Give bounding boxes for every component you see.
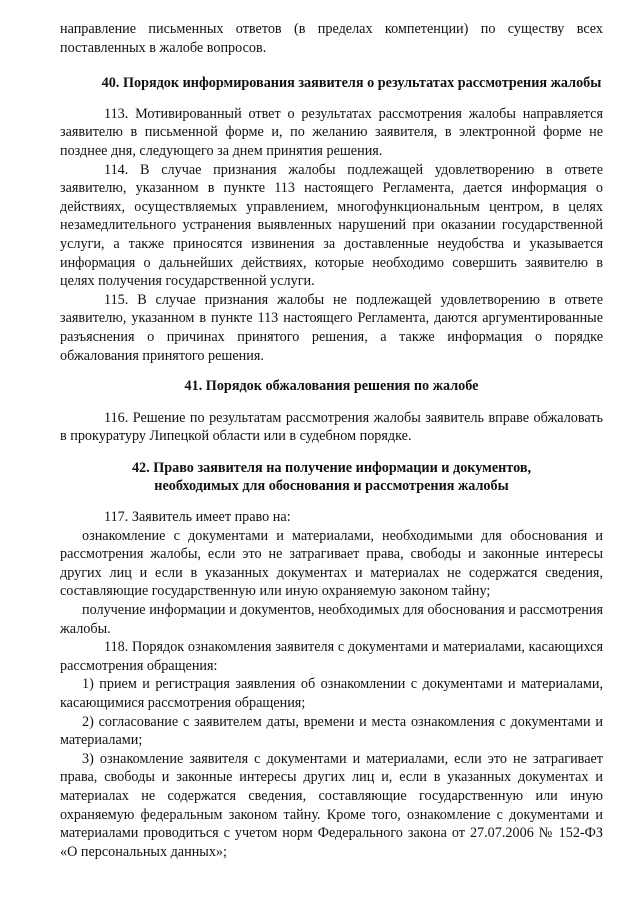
- paragraph-118: 118. Порядок ознакомления заявителя с документами и материалами, касающихся рассмотрения обращения:: [60, 639, 603, 674]
- paragraph-114: 114. В случае признания жалобы подлежащей удовлетворению в ответе заявителю, указанном в пункте 113 настоящего Регламента, дается информация о действиях, осуществляемых управлением, многофункциональным центром, в целях незамедлительного устранения выявленных нарушений при оказании государственной услуги, а также приносятся извинения за доставленные неудобства и указывается информация о дальнейших действиях, которые необходимо совершить заявителю в целях получения государственной услуги.: [60, 161, 603, 290]
- section-42-heading: [60, 459, 603, 496]
- paragraph-117-item-b: получение информации и документов, необходимых для обоснования и рассмотрения жалобы.: [60, 602, 603, 637]
- paragraph-118-item-1: 1) прием и регистрация заявления об ознакомлении с документами и материалами, касающимися рассмотрения обращения;: [60, 676, 603, 711]
- section-42-heading-line2: необходимых для обоснования и рассмотрения жалобы: [154, 478, 509, 495]
- intro-paragraph: направление письменных ответов (в пределах компетенции) по существу всех поставленных в жалобе вопросов.: [60, 21, 603, 56]
- section-40-heading: 40. Порядок информирования заявителя о результатах рассмотрения жалобы: [101, 75, 602, 92]
- paragraph-113: 113. Мотивированный ответ о результатах рассмотрения жалобы направляется заявителю в письменной форме и, по желанию заявителя, в электронной форме не позднее дня, следующего за днем принятия решения.: [60, 105, 603, 159]
- paragraph-117-item-a: ознакомление с документами и материалами, необходимыми для обоснования и рассмотрения жалобы, если это не затрагивает права, свободы и законные интересы других лиц и если в указанных документах и материалах не содержатся сведения, составляющие государственную или иную охраняемую законом тайну;: [60, 527, 603, 600]
- section-41-heading: 41. Порядок обжалования решения по жалобе: [184, 378, 479, 395]
- paragraph-118-item-2: 2) согласование с заявителем даты, времени и места ознакомления с документами и материалами;: [60, 713, 603, 749]
- paragraph-118-item-3: 3) ознакомление заявителя с документами и материалами, если это не затрагивает права, свободы и законные интересы других лиц и, если в указанных документах и материалах не содержатся сведения, составляющие государственную или иную охраняемую федеральным законом тайну. Кроме того, ознакомление с документами и материалами проводиться с учетом норм Федерального закона от 27.07.2006 № 152-ФЗ «О персональных данных»;: [60, 750, 603, 860]
- paragraph-115: 115. В случае признания жалобы не подлежащей удовлетворению в ответе заявителю, указанном в пункте 113 настоящего Регламента, даются аргументированные разъяснения о причинах принятого решения, а также информация о порядке обжалования принятого решения.: [60, 291, 603, 364]
- paragraph-116: 116. Решение по результатам рассмотрения жалобы заявитель вправе обжаловать в прокуратуру Липецкой области или в судебном порядке.: [60, 409, 603, 445]
- section-42-heading-line1: 42. Право заявителя на получение информации и документов,: [131, 459, 532, 476]
- paragraph-117: 117. Заявитель имеет право на:: [104, 509, 291, 526]
